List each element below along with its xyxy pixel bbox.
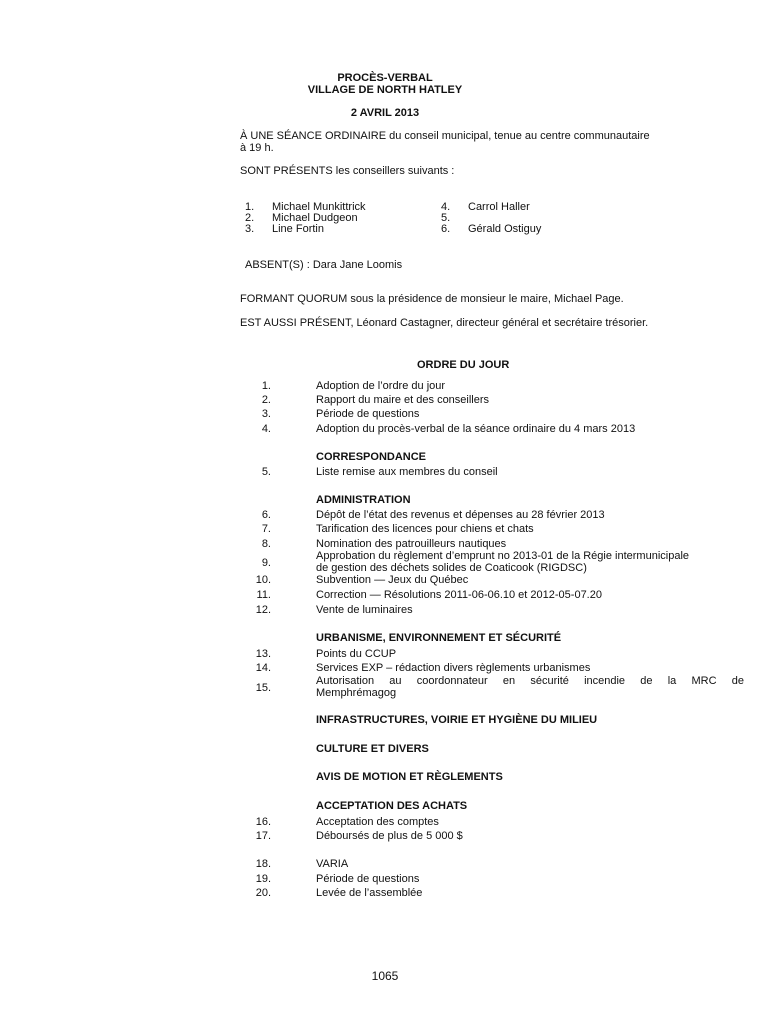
section-heading-avis: AVIS DE MOTION ET RÈGLEMENTS: [316, 771, 503, 783]
agenda-item-num: 8.: [261, 538, 271, 550]
agenda-item-num: 12.: [255, 604, 271, 616]
agenda-item-text: Dépôt de l’état des revenus et dépenses au 28 février 2013: [316, 509, 605, 521]
section-heading-culture: CULTURE ET DIVERS: [316, 743, 429, 755]
agenda-item-text-cont: Memphrémagog: [316, 687, 397, 699]
agenda-item-text: Liste remise aux membres du conseil: [316, 466, 498, 478]
councillor-num: 3.: [245, 223, 255, 235]
agenda-item-text-cont: de gestion des déchets solides de Coaticook (RIGDSC): [316, 562, 587, 574]
agenda-item-text: Adoption du procès-verbal de la séance ordinaire du 4 mars 2013: [316, 423, 636, 435]
agenda-item-text: Subvention — Jeux du Québec: [316, 574, 469, 586]
document-title: PROCÈS-VERBAL: [337, 72, 433, 84]
agenda-item-num: 1.: [261, 380, 271, 392]
agenda-item-text: Points du CCUP: [316, 648, 397, 660]
agenda-item-num: 5.: [261, 466, 271, 478]
agenda-item-num: 9.: [261, 557, 271, 569]
councillor-name: Line Fortin: [272, 223, 324, 235]
absent-line: ABSENT(S) : Dara Jane Loomis: [245, 259, 403, 271]
councillor-name: Gérald Ostiguy: [468, 223, 542, 235]
agenda-item-text: Services EXP – rédaction divers règlements urbanismes: [316, 662, 591, 674]
councillor-num: 5.: [441, 212, 451, 224]
also-present-line: EST AUSSI PRÉSENT, Léonard Castagner, directeur général et secrétaire trésorier.: [240, 317, 649, 329]
councillor-name: Michael Dudgeon: [272, 212, 358, 224]
agenda-item-text: Période de questions: [316, 408, 420, 420]
agenda-item-text: Levée de l’assemblée: [316, 887, 423, 899]
section-heading-achats: ACCEPTATION DES ACHATS: [316, 800, 468, 812]
agenda-item-text: Autorisation au coordonnateur en sécurité incendie de la MRC de: [316, 675, 744, 687]
section-heading-infrastructures: INFRASTRUCTURES, VOIRIE ET HYGIÈNE DU MILIEU: [316, 714, 598, 726]
agenda-item-num: 18.: [255, 858, 271, 870]
agenda-item-text: Tarification des licences pour chiens et chats: [316, 523, 534, 535]
agenda-item-text: Acceptation des comptes: [316, 816, 439, 828]
councillor-num: 1.: [245, 201, 255, 213]
agenda-item-text: Nomination des patrouilleurs nautiques: [316, 538, 507, 550]
agenda-item-text: Déboursés de plus de 5 000 $: [316, 830, 463, 842]
meeting-date: 2 AVRIL 2013: [350, 107, 420, 119]
agenda-item-num: 14.: [255, 662, 271, 674]
agenda-item-num: 6.: [261, 509, 271, 521]
agenda-item-num: 19.: [255, 873, 271, 885]
agenda-item-num: 7.: [261, 523, 271, 535]
agenda-item-num: 11.: [256, 589, 271, 601]
councillor-name: Michael Munkittrick: [272, 201, 366, 213]
agenda-item-num: 15.: [255, 682, 271, 694]
agenda-item-text: Rapport du maire et des conseillers: [316, 394, 490, 406]
seance-line-1: À UNE SÉANCE ORDINAIRE du conseil municipal, tenue au centre communautaire: [240, 130, 650, 142]
agenda-item-text: Période de questions: [316, 873, 420, 885]
document-subtitle: VILLAGE DE NORTH HATLEY: [307, 84, 463, 96]
agenda-item-text: Correction — Résolutions 2011-06-06.10 et 2012-05-07.20: [316, 589, 602, 601]
agenda-item-num: 2.: [261, 394, 271, 406]
agenda-item-text: VARIA: [316, 858, 349, 870]
councillor-num: 2.: [245, 212, 255, 224]
agenda-title: ORDRE DU JOUR: [417, 359, 510, 371]
agenda-item-num: 17.: [255, 830, 271, 842]
councillor-num: 6.: [441, 223, 451, 235]
councillor-name: Carrol Haller: [468, 201, 530, 213]
councillor-num: 4.: [441, 201, 451, 213]
seance-line-2: à 19 h.: [240, 142, 274, 154]
agenda-item-num: 3.: [261, 408, 271, 420]
agenda-item-num: 10.: [255, 574, 271, 586]
presents-line: SONT PRÉSENTS les conseillers suivants :: [240, 165, 455, 177]
agenda-item-text: Approbation du règlement d’emprunt no 2013-01 de la Régie intermunicipale: [316, 550, 690, 562]
agenda-item-num: 13.: [255, 648, 271, 660]
section-heading-correspondance: CORRESPONDANCE: [316, 451, 427, 463]
agenda-item-num: 4.: [261, 423, 271, 435]
agenda-item-num: 16.: [255, 816, 271, 828]
agenda-item-text: Vente de luminaires: [316, 604, 413, 616]
section-heading-urbanisme: URBANISME, ENVIRONNEMENT ET SÉCURITÉ: [316, 632, 562, 644]
agenda-item-text: Adoption de l’ordre du jour: [316, 380, 446, 392]
agenda-item-num: 20.: [255, 887, 271, 899]
quorum-line: FORMANT QUORUM sous la présidence de monsieur le maire, Michael Page.: [240, 293, 624, 305]
page-number: 1065: [371, 969, 399, 983]
section-heading-administration: ADMINISTRATION: [316, 494, 411, 506]
